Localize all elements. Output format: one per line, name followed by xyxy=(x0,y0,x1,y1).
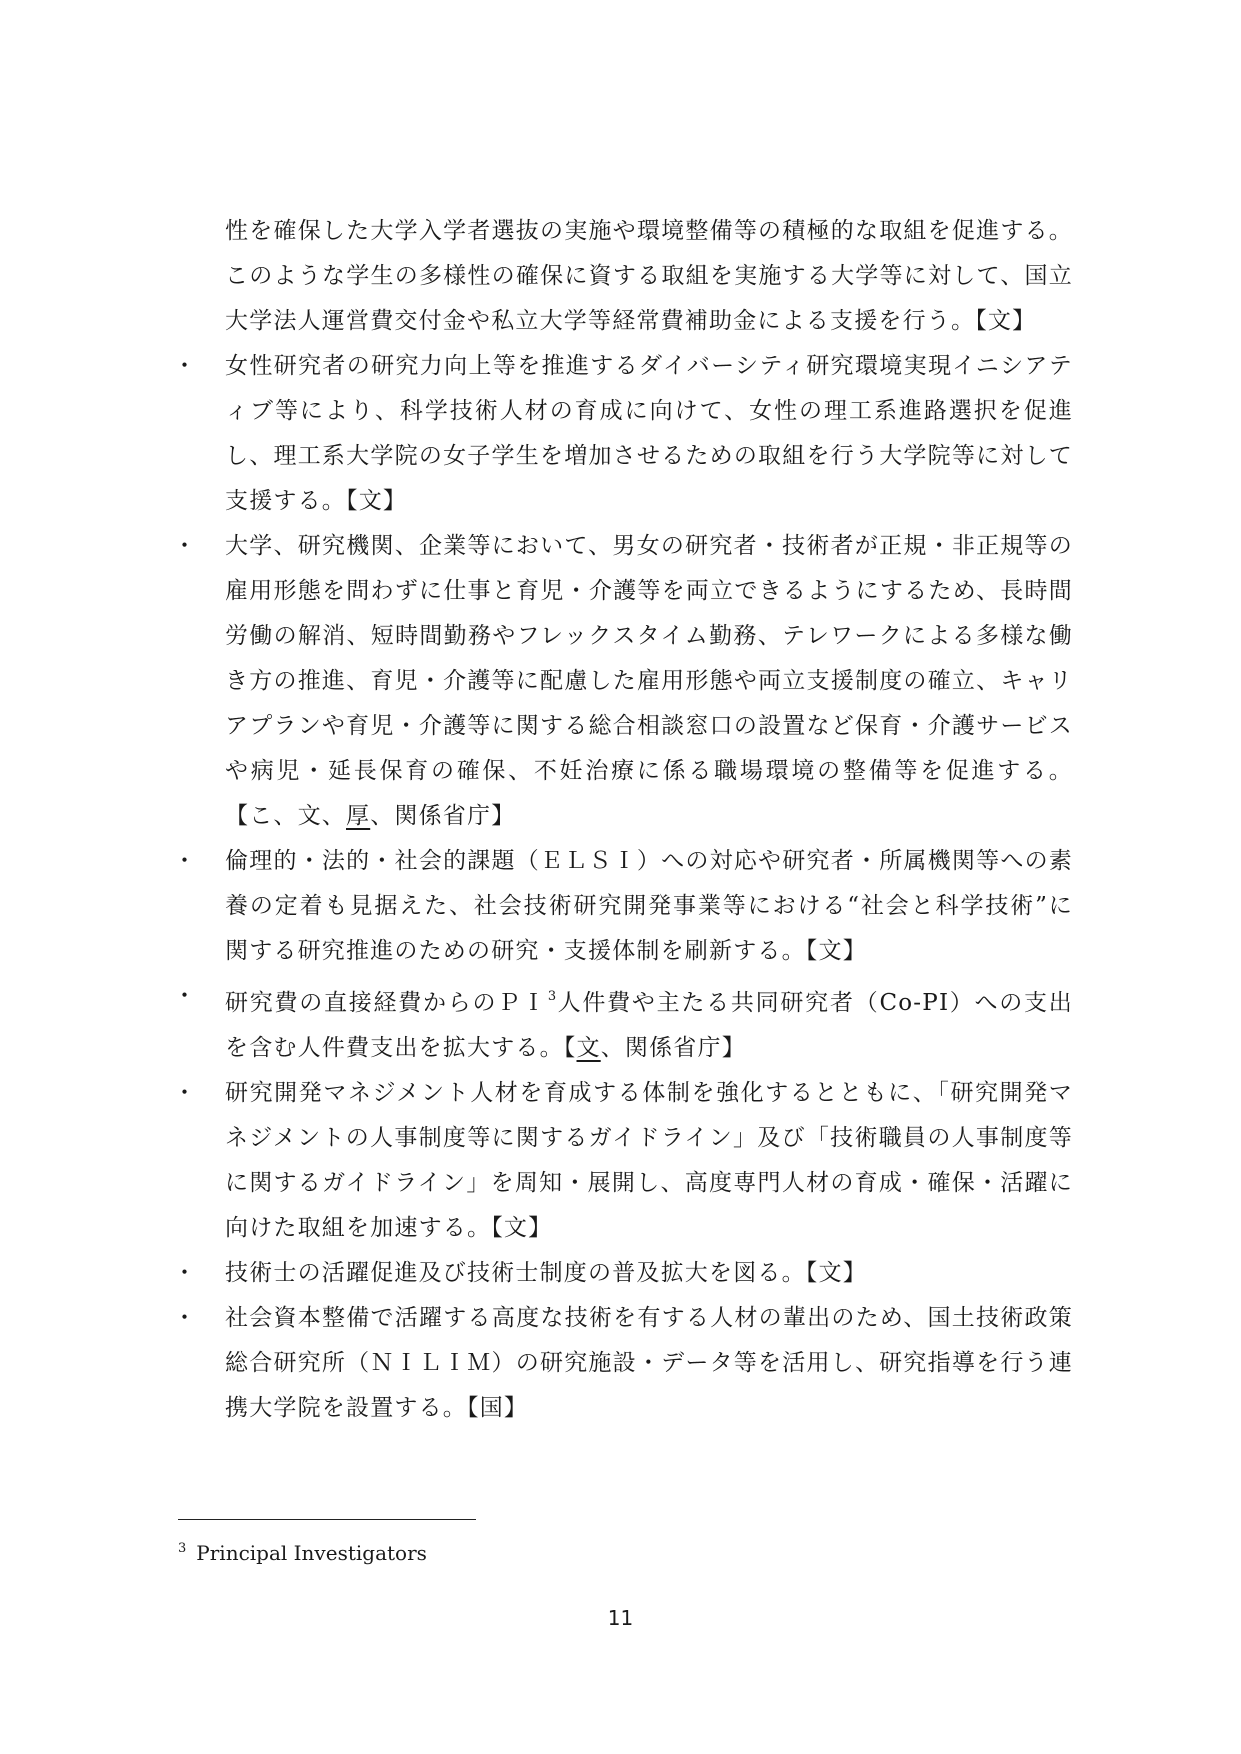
footnote-text: Principal Investigators xyxy=(196,1541,427,1565)
footnote-divider xyxy=(178,1519,476,1520)
bullet-mark: ・ xyxy=(173,1260,198,1286)
bullet-item-text: 社会資本整備で活躍する高度な技術を有する人材の輩出のため、国土技術政策総合研究所（ＮＩＬＩＭ）の研究施設・データ等を活用し、研究指導を行う連携大学院を設置する。【国】 xyxy=(225,1305,1073,1421)
bullet-item-text: 研究開発マネジメント人材を育成する体制を強化するとともに、「研究開発マネジメントの人事制度等に関するガイドライン」及び「技術職員の人事制度等に関するガイドライン」を周知・展開し、高度専門人材の育成・確保・活躍に向けた取組を加速する。【文】 xyxy=(225,1080,1073,1241)
bullet-item-text: 倫理的・法的・社会的課題（ＥＬＳＩ）への対応や研究者・所属機関等への素養の定着も見据えた、社会技術研究開発事業等における“社会と科学技術”に関する研究推進のための研究・支援体制を刷新する。【文】 xyxy=(225,848,1073,964)
bullet-mark: ・ xyxy=(173,848,198,874)
bullet-mark: ・ xyxy=(173,533,198,559)
body-text xyxy=(173,209,1073,1431)
bullet-item-research-management xyxy=(173,1071,1073,1251)
paragraph-continuation xyxy=(173,209,1073,344)
bullet-item-text-middle: 人件費や主たる共同研究者（Co-PI）への支出を含む人件費支出を拡大する。【 xyxy=(225,990,1073,1061)
footnote-number: 3 xyxy=(178,1541,187,1556)
bullet-item-text: 技術士の活躍促進及び技術士制度の普及拡大を図る。【文】 xyxy=(225,1260,867,1286)
bullet-item-text: 女性研究者の研究力向上等を推進するダイバーシティ研究環境実現イニシアティブ等により、科学技術人材の育成に向けて、女性の理工系進路選択を促進し、理工系大学院の女子学生を増加させるための取組を行う大学院等に対して支援する。【文】 xyxy=(225,353,1073,514)
paragraph-text: 性を確保した大学入学者選抜の実施や環境整備等の積極的な取組を促進する。このような学生の多様性の確保に資する取組を実施する大学等に対して、国立大学法人運営費交付金や私立大学等経常費補助金による支援を行う。【文】 xyxy=(225,218,1073,334)
bullet-item-pi-personnel-cost xyxy=(173,974,1073,1071)
bullet-item-text-end: 、関係省庁】 xyxy=(600,1035,746,1061)
bullet-mark: ・ xyxy=(173,1080,198,1106)
bullet-mark: ・ xyxy=(173,1305,198,1331)
bullet-item-text-end: 、関係省庁】 xyxy=(370,803,516,829)
page-number: 11 xyxy=(607,1606,634,1630)
bullet-mark: ・ xyxy=(173,983,198,1009)
footnote xyxy=(178,1535,427,1567)
bullet-item-work-life-balance xyxy=(173,524,1073,839)
footnote-reference[interactable]: 3 xyxy=(547,989,557,1004)
bullet-item-elsi xyxy=(173,839,1073,974)
underlined-ministry: 厚 xyxy=(346,803,371,829)
bullet-item-text: 研究費の直接経費からのＰＩ xyxy=(225,990,547,1016)
bullet-item-text: 大学、研究機関、企業等において、男女の研究者・技術者が正規・非正規等の雇用形態を問わずに仕事と育児・介護等を両立できるようにするため、長時間労働の解消、短時間勤務やフレックスタイム勤務、テレワークによる多様な働き方の推進、育児・介護等に配慮した雇用形態や両立支援制度の確立、キャリアプランや育児・介護等に関する総合相談窓口の設置など保育・介護サービスや病児・延長保育の確保、不妊治療に係る職場環境の整備等を促進する。【こ、文、 xyxy=(225,533,1073,829)
underlined-ministry: 文 xyxy=(576,1035,601,1061)
bullet-item-nilim-graduate-school xyxy=(173,1296,1073,1431)
bullet-mark: ・ xyxy=(173,353,198,379)
bullet-item-professional-engineer xyxy=(173,1251,1073,1296)
bullet-item-diversity-initiative xyxy=(173,344,1073,524)
